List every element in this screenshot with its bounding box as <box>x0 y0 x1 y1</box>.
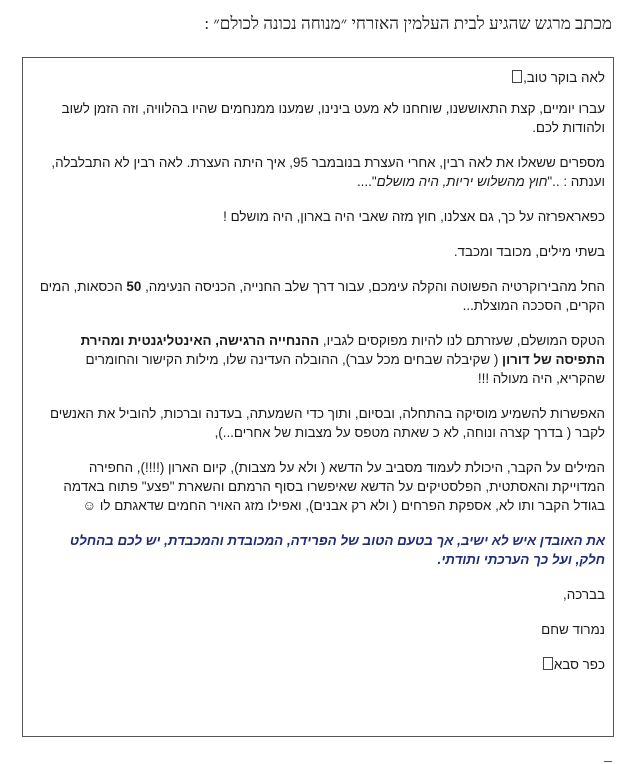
greeting-text: לאה בוקר טוב, <box>523 70 605 85</box>
p2-end: ".... <box>356 174 377 189</box>
page-title: מכתב מרגש שהגיע לבית העלמין האזרחי ״מנוחה נכונה לכולם״ : <box>204 14 612 33</box>
p5-text: החל מהבירוקרטיה הפשוטה והקלה עימכם, עבור דרך שלב החנייה, הכניסה הנעימה, <box>145 279 605 294</box>
letter-greeting <box>37 68 605 87</box>
p2-text: מספרים ששאלו את לאה רבין, אחרי העצרת בנובמבר 95, איך היתה העצרת. לאה רבין לא התבלבלה, וענתה : .." <box>51 155 605 189</box>
p5-rest: הכסאות, המים הקרים, הסככה המוצלת... <box>39 279 605 313</box>
corner-mark <box>604 761 612 762</box>
letter-box <box>22 57 614 737</box>
letter-paragraph-8: המילים על הקבר, היכולת לעמוד מסביב על הדשא ( ולא על מצבות), קיום הארון (!!!!), החפירה המדוייקת והאסתטית, הפלסטיקים על הדשא שאיפשרו בסוף הרמתם והשארת "פצע" פתוח באדמה בגודל הקבר ותו לא, אספקת הפרחים ( ולא רק אבנים), ואפילו מזג האויר החמים שדאגתם לו ☺ <box>63 460 605 513</box>
p5-number: 50 <box>126 279 142 294</box>
letter-paragraph-1: עברו יומיים, קצת התאוששנו, שוחחנו לא מעט בינינו, שמענו ממנחמים שהיו בהלוויה, וזה הזמן לשוב ולהודות לכם. <box>61 101 605 135</box>
letter-place <box>37 655 605 674</box>
letter-paragraph-9: את האובדן איש לא ישיב, אך בטעם הטוב של הפרידה, המכובדת והמכבדת, יש לכם בהחלט חלק, ועל כך הערכתי ותודתי. <box>69 533 605 567</box>
p6-bold: ההנחייה הרגישה, האינטליגנטית ומהירת התפיסה של דורון <box>80 333 605 367</box>
letter-paragraph-5 <box>37 277 605 315</box>
missing-glyph-box <box>543 657 553 670</box>
letter-paragraph-2 <box>37 153 605 191</box>
letter-signature: נמרוד שחם <box>541 622 605 637</box>
missing-glyph-box <box>512 70 522 83</box>
letter-paragraph-4: בשתי מילים, מכובד ומכבד. <box>453 244 605 259</box>
place-text: כפר סבא <box>553 657 605 672</box>
letter-paragraph-3: כפאראפרזה על כך, גם אצלנו, חוץ מזה שאבי היה בארון, היה מושלם ! <box>223 209 605 224</box>
letter-paragraph-6 <box>37 331 605 388</box>
p2-quote: חוץ מהשלוש יריות, היה מושלם <box>376 174 548 189</box>
p6-rest: ( שקיבלה שבחים מכל עבר), ההובלה העדינה שלו, מילות הקישור והחומרים שהקריא, היה מעולה !!! <box>85 352 605 386</box>
p6-text: הטקס המושלם, שעזרתם לנו להיות מפוקסים לגביו, <box>322 333 605 348</box>
letter-paragraph-7: האפשרות להשמיע מוסיקה בהתחלה, ובסיום, ותוך כדי השמעתה, בעדנה וברכות, להוביל את האנשים לקבר ( בדרך קצרה ונוחה, לא כ שאתה מטפס על מצבות של אחרים...), <box>49 406 605 440</box>
letter-closing: בברכה, <box>562 587 605 602</box>
